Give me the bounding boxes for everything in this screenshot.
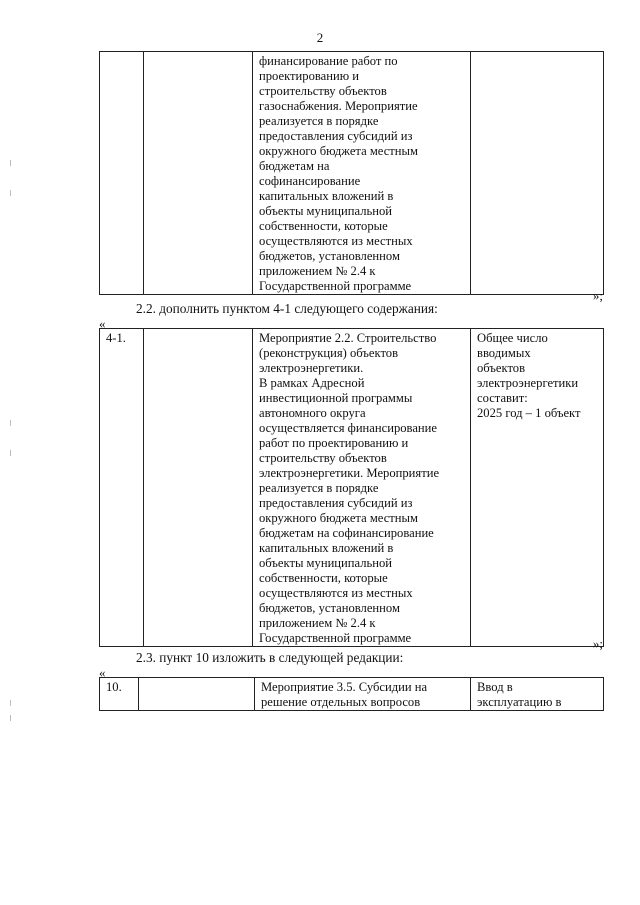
- scan-mark: [10, 700, 11, 706]
- table2-cell-number: 4-1.: [100, 329, 144, 647]
- closing-quote: »;: [592, 636, 603, 651]
- table1-cell-number: [100, 52, 144, 295]
- opening-quote: «: [99, 316, 106, 331]
- scan-mark: [10, 160, 11, 166]
- paragraph-2-2: 2.2. дополнить пунктом 4-1 следующего содержания:: [136, 301, 438, 316]
- scan-mark: [10, 715, 11, 721]
- table3-cell-name: [139, 678, 255, 711]
- page-number: 2: [316, 30, 324, 45]
- paragraph-2-3: 2.3. пункт 10 изложить в следующей редакции:: [136, 650, 404, 665]
- scan-mark: [10, 190, 11, 196]
- table3-cell-number: 10.: [100, 678, 139, 711]
- table1-cell-name: [144, 52, 253, 295]
- measure-4-1-table: [99, 328, 604, 647]
- measures-table-continued: [99, 51, 604, 295]
- table1-cell-result: [471, 52, 604, 295]
- measure-10-table: [99, 677, 604, 711]
- closing-quote: »;: [592, 288, 603, 303]
- opening-quote: «: [99, 665, 106, 680]
- table2-cell-description: Мероприятие 2.2. Строительство (реконструкция) объектов электроэнергетики. В рамках Адресной инвестиционной программы автономного округа осуществляется финансирование работ по проектированию и строительству объектов электроэнергетики. Мероприятие реализуется в порядке предоставления субсидий из окружного бюджета местным бюджетам на софинансирование капитальных вложений в объекты муниципальной собственности, которые осуществляются из местных бюджетов, установленном приложением № 2.4 к Государственной программе: [253, 329, 471, 647]
- table3-cell-description: Мероприятие 3.5. Субсидии на решение отдельных вопросов: [255, 678, 471, 711]
- table1-cell-description: финансирование работ по проектированию и строительству объектов газоснабжения. Мероприятие реализуется в порядке предоставления субсидий из окружного бюджета местным бюджетам на софинансирование капитальных вложений в объекты муниципальной собственности, которые осуществляются из местных бюджетов, установленном приложением № 2.4 к Государственной программе: [253, 52, 471, 295]
- scan-mark: [10, 420, 11, 426]
- table2-cell-name: [144, 329, 253, 647]
- table3-cell-result: Ввод в эксплуатацию в: [471, 678, 604, 711]
- scan-mark: [10, 450, 11, 456]
- table2-cell-result: Общее число вводимых объектов электроэнергетики составит: 2025 год – 1 объект: [471, 329, 604, 647]
